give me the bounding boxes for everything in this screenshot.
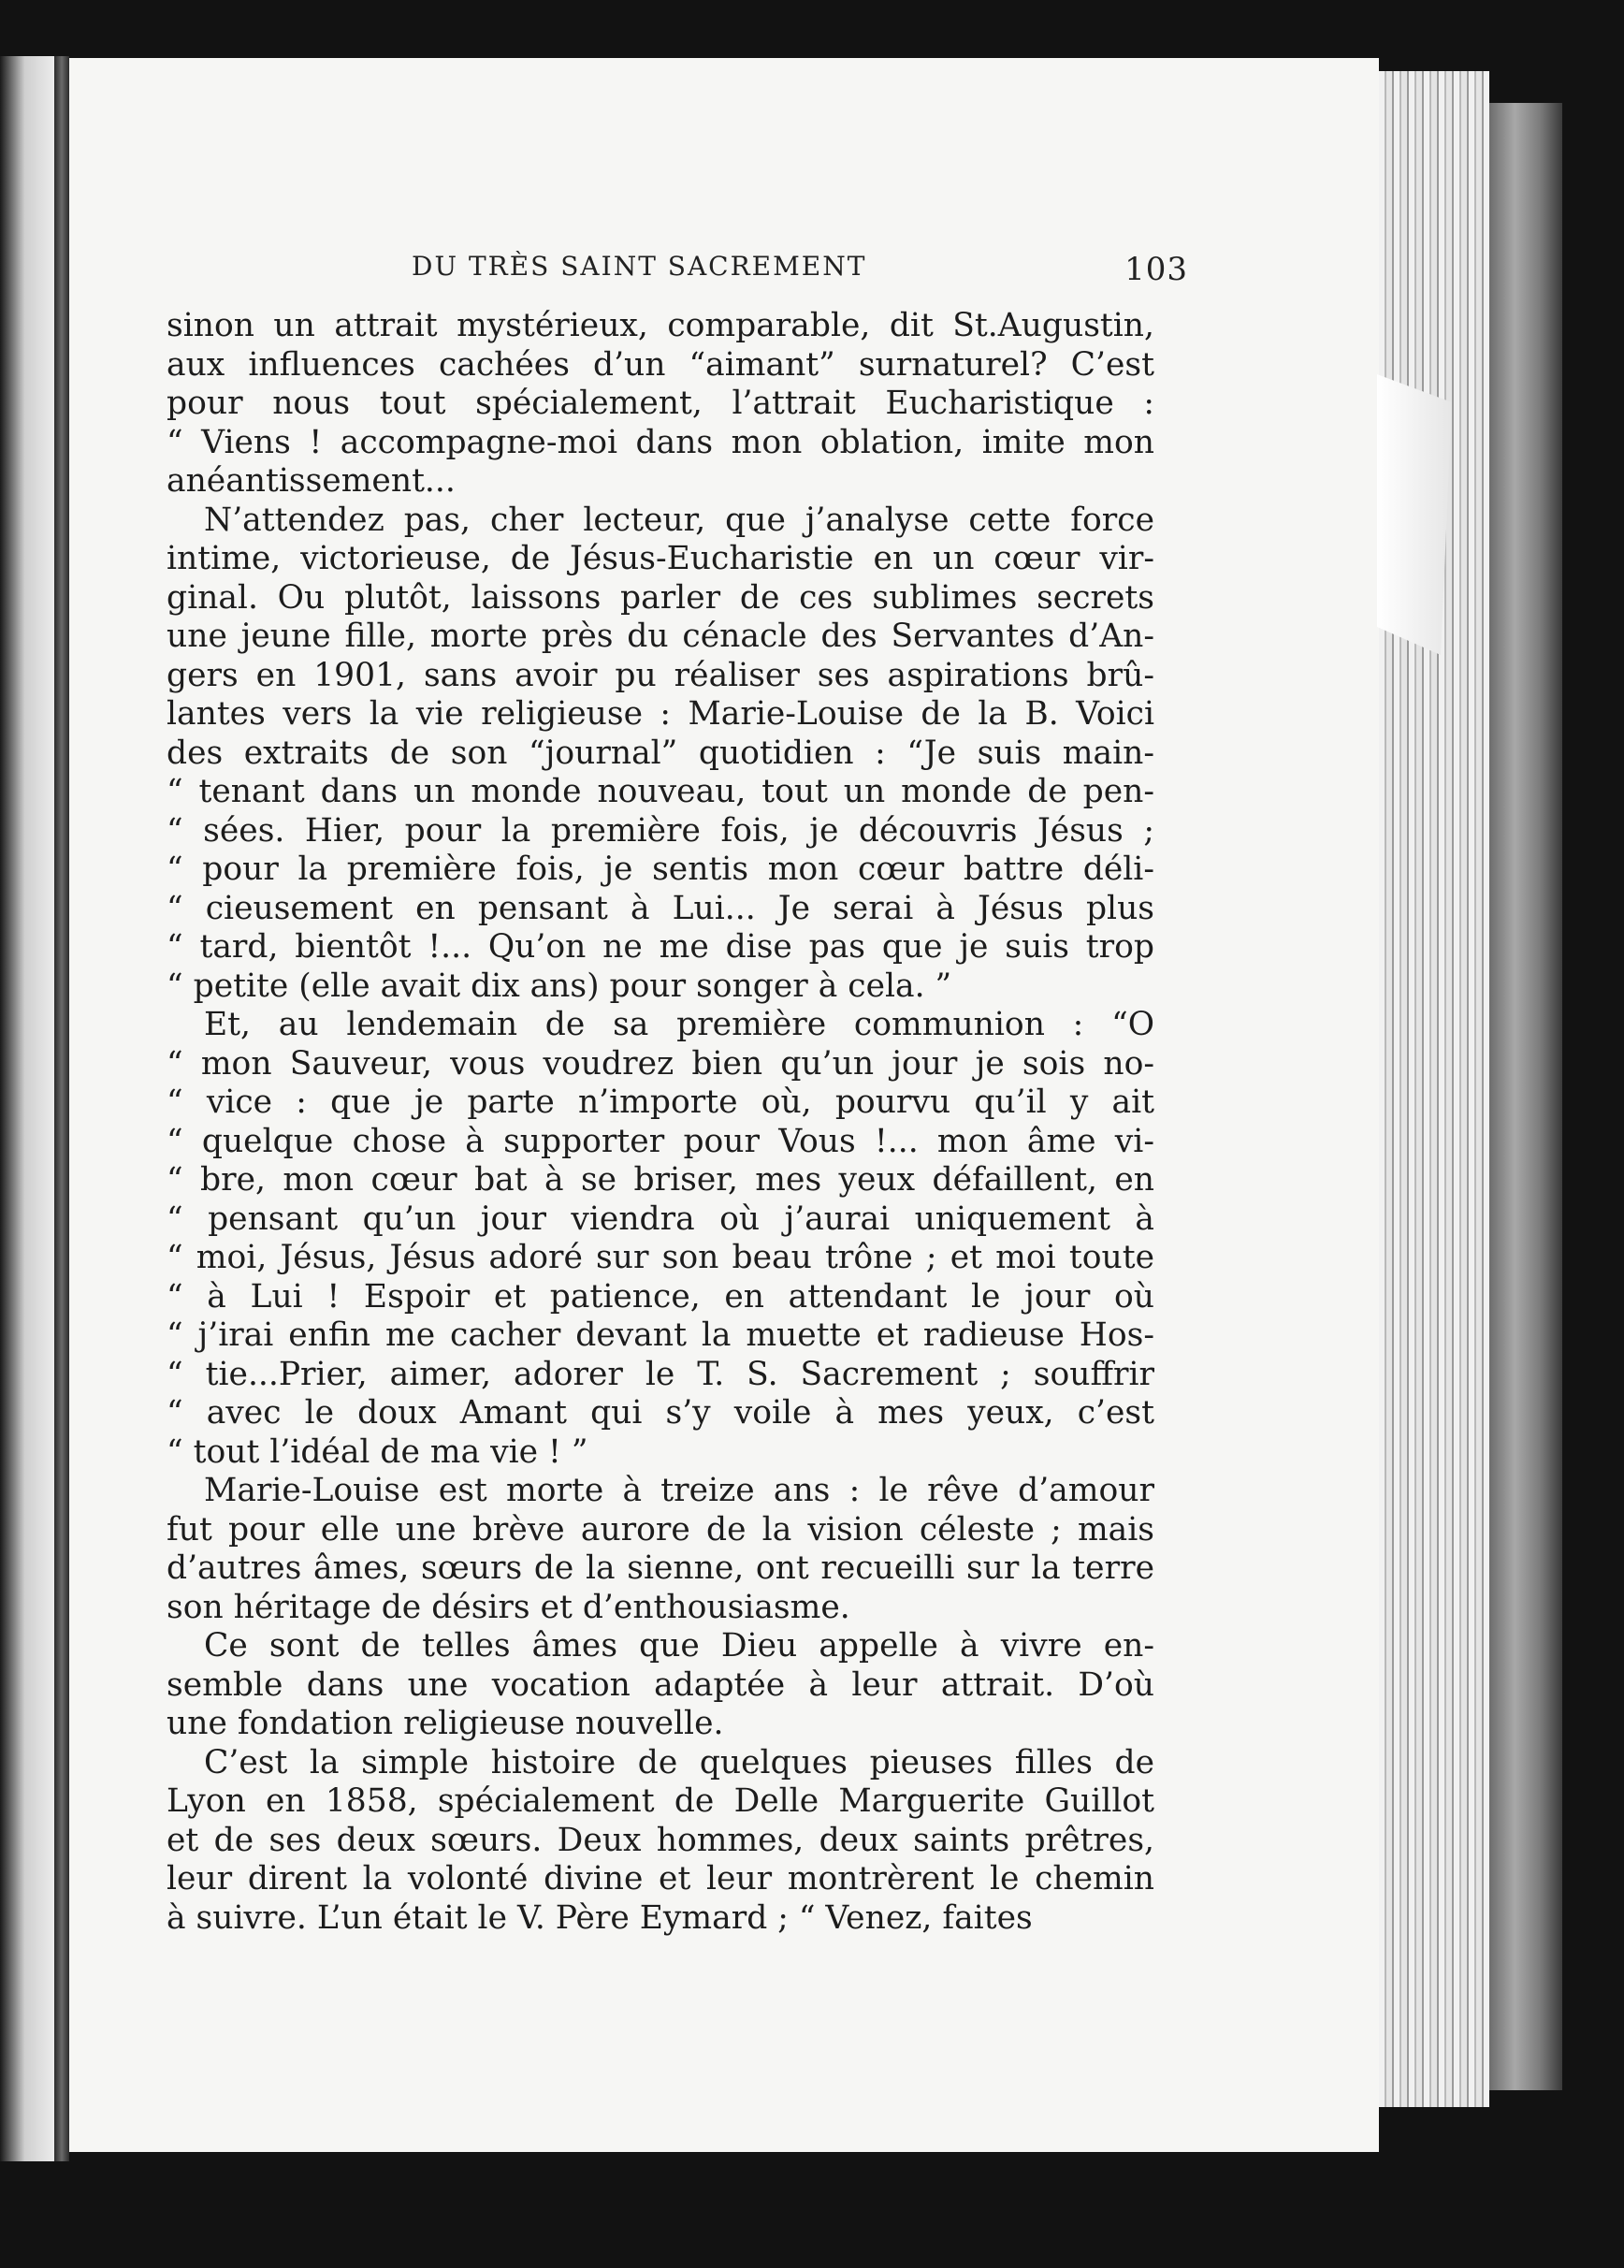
- text-line: son héritage de désirs et d’enthousiasme.: [167, 1588, 850, 1626]
- text-line: une jeune fille, morte près du cénacle des Servantes d’An-: [167, 618, 1154, 655]
- text-line: lantes vers la vie religieuse : Marie-Louise de la B. Voici: [167, 695, 1154, 733]
- book-cover-edge: [1489, 103, 1562, 2090]
- text-line: aux influences cachées d’un “aimant” surnaturel? C’est: [167, 345, 1154, 384]
- text-line: “ tenant dans un monde nouveau, tout un monde de pen-: [167, 773, 1154, 810]
- text-line: intime, victorieuse, de Jésus-Eucharistie en un cœur vir-: [167, 540, 1154, 577]
- running-head: DU TRÈS SAINT SACREMENT: [412, 251, 867, 282]
- text-line: “ quelque chose à supporter pour Vous !... mon âme vi-: [167, 1122, 1154, 1160]
- text-line: Marie-Louise est morte à treize ans : le rêve d’amour: [204, 1472, 1154, 1509]
- text-line: “ pour la première fois, je sentis mon cœur battre déli-: [167, 850, 1154, 888]
- paragraph: [167, 1006, 1154, 1472]
- text-line: “ Viens ! accompagne-moi dans mon oblation, imite mon: [167, 423, 1154, 461]
- text-line: “ tout l’idéal de ma vie ! ”: [167, 1432, 588, 1471]
- text-line: “ avec le doux Amant qui s’y voile à mes yeux, c’est: [167, 1394, 1154, 1432]
- text-line: “ cieusement en pensant à Lui... Je serai à Jésus plus: [167, 889, 1154, 927]
- text-line: C’est la simple histoire de quelques pieuses filles de: [204, 1743, 1154, 1781]
- text-line: semble dans une vocation adaptée à leur attrait. D’où: [167, 1665, 1154, 1704]
- text-line: Lyon en 1858, spécialement de Delle Marguerite Guillot: [167, 1782, 1154, 1820]
- paragraph: [167, 1744, 1154, 1939]
- text-line: “ j’irai enfin me cacher devant la muette et radieuse Hos-: [167, 1316, 1154, 1354]
- bookmark-slip: [1377, 374, 1452, 655]
- text-line: à suivre. L’un était le V. Père Eymard ; “ Venez, faites: [167, 1898, 1033, 1937]
- text-line: anéantissement...: [167, 462, 456, 500]
- body-text: [167, 307, 1154, 1938]
- left-page-edge: [0, 56, 62, 2161]
- text-line: d’autres âmes, sœurs de la sienne, ont recueilli sur la terre: [167, 1549, 1154, 1587]
- text-line: pour nous tout spécialement, l’attrait Eucharistique :: [167, 385, 1154, 422]
- page-header: [412, 251, 1188, 288]
- text-line: “ tard, bientôt !... Qu’on ne me dise pas que je suis trop: [167, 928, 1154, 966]
- text-line: des extraits de son “journal” quotidien : “Je suis main-: [167, 734, 1154, 772]
- text-line: sinon un attrait mystérieux, comparable, dit St.Augustin,: [167, 307, 1154, 344]
- paragraph: [167, 502, 1154, 1007]
- book-gutter: [54, 56, 69, 2161]
- text-line: ginal. Ou plutôt, laissons parler de ces sublimes secrets: [167, 578, 1154, 617]
- page-number: 103: [1124, 251, 1188, 288]
- text-line: “ mon Sauveur, vous voudrez bien qu’un jour je sois no-: [167, 1044, 1154, 1083]
- page-edges: [1379, 71, 1489, 2107]
- text-line: “ pensant qu’un jour viendra où j’aurai uniquement à: [167, 1199, 1154, 1238]
- text-line: “ moi, Jésus, Jésus adoré sur son beau trône ; et moi toute: [167, 1239, 1154, 1276]
- paragraph: [167, 1627, 1154, 1744]
- text-line: “ sées. Hier, pour la première fois, je découvris Jésus ;: [167, 811, 1154, 850]
- text-line: “ à Lui ! Espoir et patience, en attendant le jour où: [167, 1277, 1154, 1316]
- text-line: “ tie...Prier, aimer, adorer le T. S. Sacrement ; souffrir: [167, 1355, 1154, 1393]
- text-line: N’attendez pas, cher lecteur, que j’analyse cette force: [204, 501, 1154, 539]
- text-line: une fondation religieuse nouvelle.: [167, 1705, 724, 1742]
- text-line: “ vice : que je parte n’importe où, pourvu qu’il y ait: [167, 1083, 1154, 1121]
- text-line: gers en 1901, sans avoir pu réaliser ses aspirations brû-: [167, 656, 1154, 694]
- text-line: “ bre, mon cœur bat à se briser, mes yeux défaillent, en: [167, 1161, 1154, 1199]
- text-line: fut pour elle une brève aurore de la vision céleste ; mais: [167, 1510, 1154, 1548]
- text-line: et de ses deux sœurs. Deux hommes, deux saints prêtres,: [167, 1821, 1154, 1859]
- text-line: “ petite (elle avait dix ans) pour songer à cela. ”: [167, 967, 952, 1005]
- text-line: Ce sont de telles âmes que Dieu appelle à vivre en-: [204, 1627, 1154, 1665]
- text-line: leur dirent la volonté divine et leur montrèrent le chemin: [167, 1860, 1154, 1897]
- text-line: Et, au lendemain de sa première communion : “O: [204, 1006, 1154, 1043]
- paragraph: [167, 1472, 1154, 1627]
- paragraph: [167, 307, 1154, 502]
